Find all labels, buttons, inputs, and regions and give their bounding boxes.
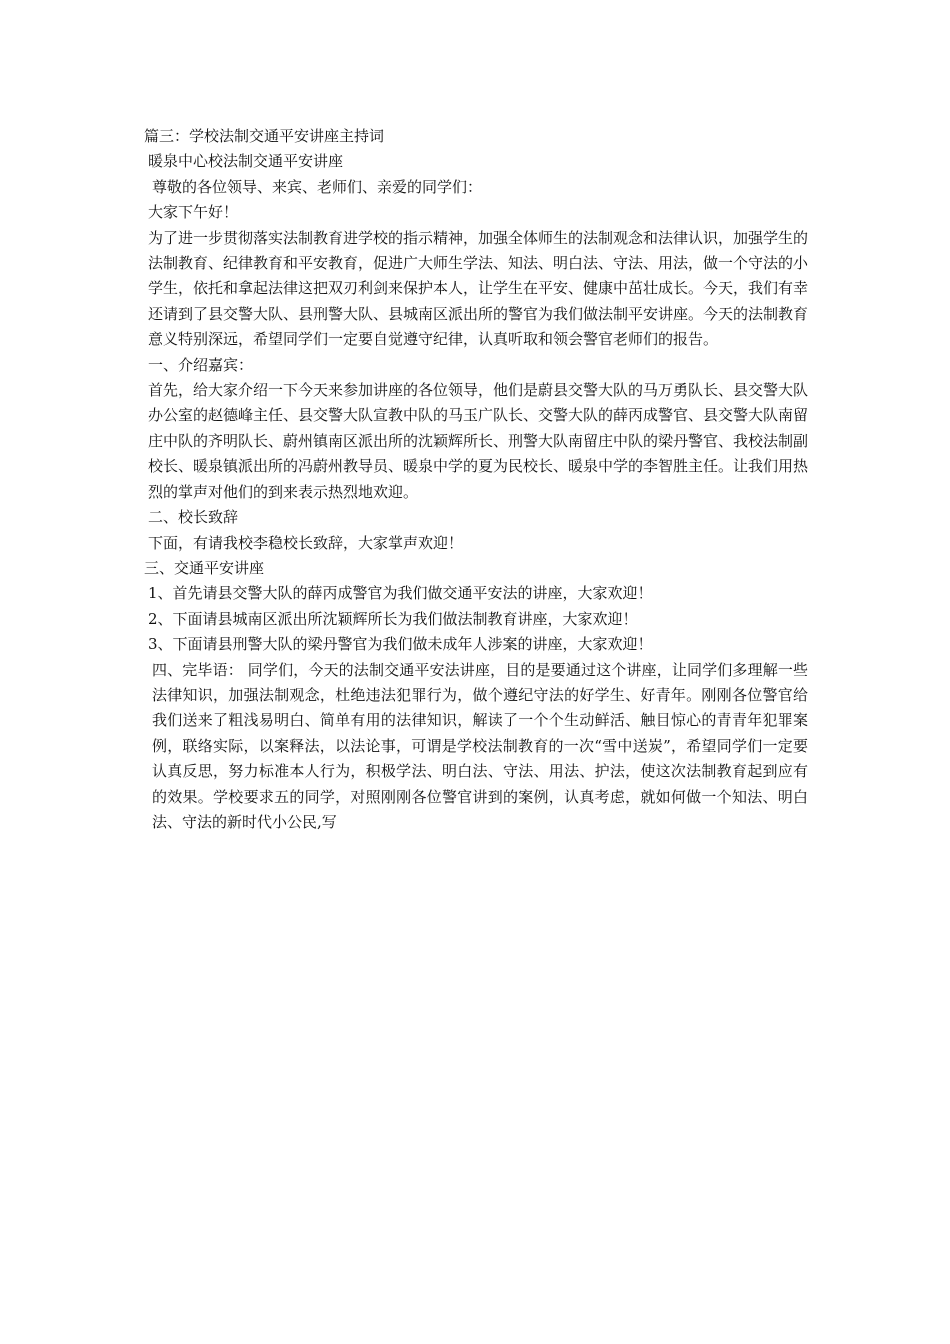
section-heading-principal: 二、校长致辞 [148,508,239,527]
guests-paragraph: 首先，给大家介绍一下今天来参加讲座的各位领导，他们是蔚县交警大队的马万勇队长、县交警大队办公室的赵德峰主任、县交警大队宣教中队的马玉广队长、交警大队的薛丙成警官、县交警大队南留庄中队的齐明队长、蔚州镇南区派出所的沈颖辉所长、刑警大队南留庄中队的梁丹警官、我校法制副校长、暖泉镇派出所的冯蔚州教导员、暖泉中学的夏为民校长、暖泉中学的李智胜主任。让我们用热烈的掌声对他们的到来表示热烈地欢迎。 [148,381,809,501]
section-heading-lectures: 三、交通平安讲座 [144,558,265,577]
principal-paragraph: 下面，有请我校李稳校长致辞，大家掌声欢迎！ [148,533,464,552]
lecture-item: 3、下面请县刑警大队的梁丹警官为我们做未成年人涉案的讲座，大家欢迎！ [148,635,653,654]
document-title: 篇三：学校法制交通平安讲座主持词 [144,127,385,145]
greeting: 大家下午好！ [148,203,239,222]
salutation: 尊敬的各位领导、来宾、老师们、亲爱的同学们： [152,177,483,196]
closing-paragraph: 四、完毕语： 同学们，今天的法制交通平安法讲座，目的是要通过这个讲座，让同学们多理解一些法律知识，加强法制观念，杜绝违法犯罪行为，做个遵纪守法的好学生、好青年。刚刚各位警官给我们送来了粗浅易明白、简单有用的法律知识，解读了一个个生动鲜活、触目惊心的青青年犯罪案例，联络实际，以案释法，以法论事，可谓是学校法制教育的一次“雪中送炭”，希望同学们一定要认真反思，努力标准本人行为，积极学法、明白法、守法、用法、护法，使这次法制教育起到应有的效果。学校要求五的同学，对照刚刚各位警官讲到的案例，认真考虑，就如何做一个知法、明白法、守法的新时代小公民,写 [152,660,808,831]
section-heading-guests: 一、介绍嘉宾： [148,355,254,374]
lecture-item: 2、下面请县城南区派出所沈颖辉所长为我们做法制教育讲座，大家欢迎！ [148,609,638,628]
intro-paragraph: 为了进一步贯彻落实法制教育进学校的指示精神，加强全体师生的法制观念和法律认识，加强学生的法制教育、纪律教育和平安教育，促进广大师生学法、知法、明白法、守法、用法，做一个守法的小学生，依托和拿起法律这把双刃利剑来保护本人，让学生在平安、健康中茁壮成长。今天，我们有幸还请到了县交警大队、县刑警大队、县城南区派出所的警官为我们做法制平安讲座。今天的法制教育意义特别深远，希望同学们一定要自觉遵守纪律，认真听取和领会警官老师们的报告。 [148,228,809,349]
event-title: 暖泉中心校法制交通平安讲座 [148,152,344,171]
lecture-item: 1、首先请县交警大队的薛丙成警官为我们做交通平安法的讲座，大家欢迎！ [148,584,653,603]
document-body [144,124,808,835]
